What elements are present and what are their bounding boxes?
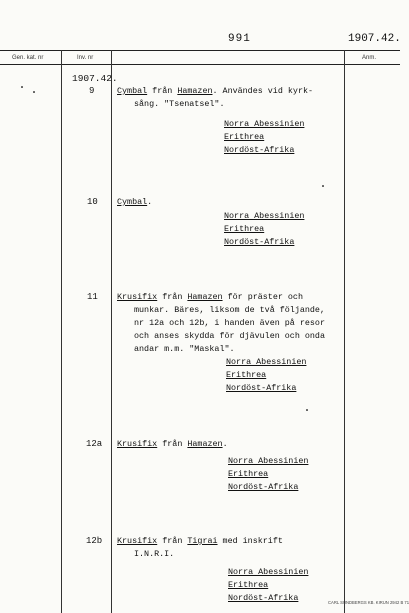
region-line: Nordöst-Afrika <box>228 593 299 603</box>
region-line: Nordöst-Afrika <box>226 383 297 393</box>
catalog-year-code: 1907.42. <box>348 33 401 45</box>
region-line: Nordöst-Afrika <box>224 145 295 155</box>
inv-number: 9 <box>89 86 95 96</box>
region-line: Erithrea <box>224 132 265 142</box>
scan-speck <box>21 86 23 88</box>
column-label-gen-kat-nr: Gen. kat. nr <box>12 55 44 61</box>
entry-description-line: Cymbal. <box>117 197 153 207</box>
printer-imprint: CARL SUNDBERGS KB. KIRUN 2942 B 71 <box>328 600 409 605</box>
region-line: Norra Abessinien <box>228 456 309 466</box>
object-keyword: Cymbal <box>117 197 148 207</box>
entry-description-line: nr 12a och 12b, i handen även på resor <box>134 318 325 328</box>
region-line: Norra Abessinien <box>228 567 309 577</box>
header-top-rule <box>0 50 400 51</box>
region-line: Erithrea <box>228 469 269 479</box>
column-divider-inv <box>111 50 112 613</box>
region-line: Nordöst-Afrika <box>224 237 295 247</box>
entry-description-line: munkar. Bäres, liksom de två följande, <box>134 305 325 315</box>
object-keyword: Krusifix <box>117 439 158 449</box>
scan-speck <box>322 185 324 187</box>
region-line: Erithrea <box>226 370 267 380</box>
object-keyword: Krusifix <box>117 292 158 302</box>
entry-description-line: sång. "Tsenatsel". <box>134 99 225 109</box>
page-number: 991 <box>228 33 251 45</box>
entry-description-line: Krusifix från Tigrai med inskrift <box>117 536 283 546</box>
object-keyword: Cymbal <box>117 86 148 96</box>
header-bottom-rule <box>0 64 400 65</box>
region-line: Norra Abessinien <box>226 357 307 367</box>
region-line: Erithrea <box>224 224 265 234</box>
column-label-inv-nr: Inv. nr <box>77 55 94 61</box>
entry-year-heading: 1907.42. <box>72 73 118 84</box>
column-divider-anm <box>344 50 345 613</box>
region-line: Erithrea <box>228 580 269 590</box>
column-divider-gen <box>61 50 62 613</box>
entry-description-line: Krusifix från Hamazen. <box>117 439 228 449</box>
region-line: Norra Abessinien <box>224 211 305 221</box>
region-line: Nordöst-Afrika <box>228 482 299 492</box>
entry-description-line: I.N.R.I. <box>134 549 175 559</box>
place-name: Hamazen <box>177 86 213 96</box>
entry-description-line: Cymbal från Hamazen. Användes vid kyrk- <box>117 86 314 96</box>
entry-description-line: och anses skydda för djävulen och onda <box>134 331 325 341</box>
inv-number: 11 <box>87 292 98 302</box>
object-keyword: Krusifix <box>117 536 158 546</box>
inv-number: 10 <box>87 197 98 207</box>
scan-speck <box>306 409 308 411</box>
column-label-anm: Anm. <box>362 55 377 61</box>
inv-number: 12a <box>86 439 103 449</box>
scan-speck <box>33 91 35 93</box>
entry-description-line: Krusifix från Hamazen för präster och <box>117 292 303 302</box>
place-name: Tigrai <box>187 536 218 546</box>
place-name: Hamazen <box>187 292 223 302</box>
entry-description-line: andar m.m. "Maskal". <box>134 344 235 354</box>
region-line: Norra Abessinien <box>224 119 305 129</box>
place-name: Hamazen <box>187 439 223 449</box>
inv-number: 12b <box>86 536 103 546</box>
